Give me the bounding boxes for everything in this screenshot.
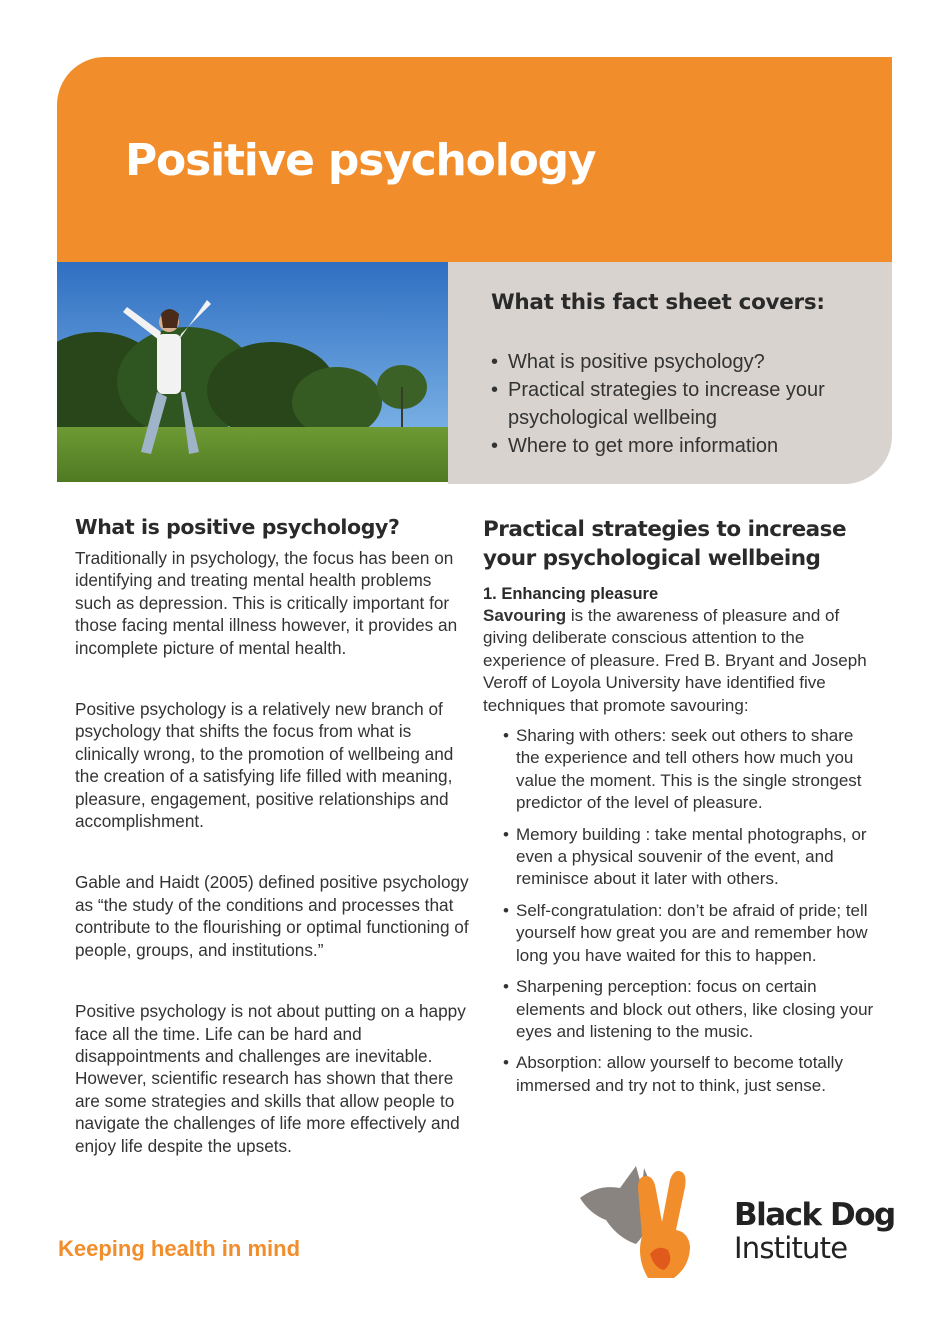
tagline: Keeping health in mind: [58, 1236, 301, 1261]
section-heading: Practical strategies to increase your psychological wellbeing: [483, 517, 847, 571]
list-item: • Self-congratulation: don’t be afraid of pride; tell yourself how great you are and remember how long you have waited for this to happen.: [503, 900, 878, 967]
logo-line-1: Black Dog: [734, 1197, 895, 1233]
hero-photo: [57, 262, 448, 482]
list-item: • Where to get more information: [491, 432, 881, 460]
page-title: Positive psychology: [125, 135, 596, 186]
paragraph: Gable and Haidt (2005) defined positive psychology as “the study of the conditions and processes that contribute to the flourishing or optimal functioning of people, groups, and institutions.”: [75, 872, 469, 960]
subheading: 1. Enhancing pleasure: [483, 585, 659, 603]
list-item: • Absorption: allow yourself to become totally immersed and try not to think, just sense.: [503, 1052, 878, 1097]
black-dog-logo-icon: [578, 1158, 718, 1284]
savouring-term: Savouring: [483, 606, 567, 625]
technique-list: [483, 725, 878, 1097]
intro-paragraph: [483, 605, 878, 717]
logo-wordmark: [734, 1198, 895, 1264]
list-item: • Practical strategies to increase your psychological wellbeing: [491, 376, 881, 432]
paragraph: Positive psychology is a relatively new branch of psychology that shifts the focus from what is clinically wrong, to the promotion of wellbeing and the creation of a satisfying life filled with meaning, pleasure, engagement, positive relationships and accomplishment.: [75, 699, 454, 832]
list-item: • What is positive psychology?: [491, 348, 881, 376]
right-column: [483, 515, 878, 1106]
covers-panel: [448, 262, 892, 484]
logo-line-2: Institute: [734, 1231, 848, 1265]
list-item: • Memory building : take mental photographs, or even a physical souvenir of the event, and reminisce about it later with others.: [503, 824, 878, 891]
left-column: [75, 515, 470, 1196]
list-item: • Sharpening perception: focus on certain elements and block out others, like closing your eyes and listening to the music.: [503, 976, 878, 1043]
section-heading: What is positive psychology?: [75, 515, 400, 539]
covers-list: [491, 348, 881, 460]
paragraph: Traditionally in psychology, the focus has been on identifying and treating mental health problems such as depression. This is critically important for those facing mental illness however, it provides an incomplete picture of mental health.: [75, 548, 458, 658]
intro-text: is the awareness of pleasure and of giving deliberate conscious attention to the experience of pleasure. Fred B. Bryant and Joseph Veroff of Loyola University have identified five techniques that promote savouring:: [483, 606, 867, 715]
header-banner: [57, 57, 892, 262]
list-item: • Sharing with others: seek out others to share the experience and tell others how much you value the moment. This is the single strongest predictor of the level of pleasure.: [503, 725, 878, 815]
paragraph: Positive psychology is not about putting on a happy face all the time. Life can be hard and disappointments and challenges are inevitable. However, scientific research has shown that there are some strategies and skills that allow people to navigate the challenges of life more effectively and enjoy life despite the upsets.: [75, 1001, 466, 1156]
covers-heading: What this fact sheet covers:: [491, 290, 825, 315]
